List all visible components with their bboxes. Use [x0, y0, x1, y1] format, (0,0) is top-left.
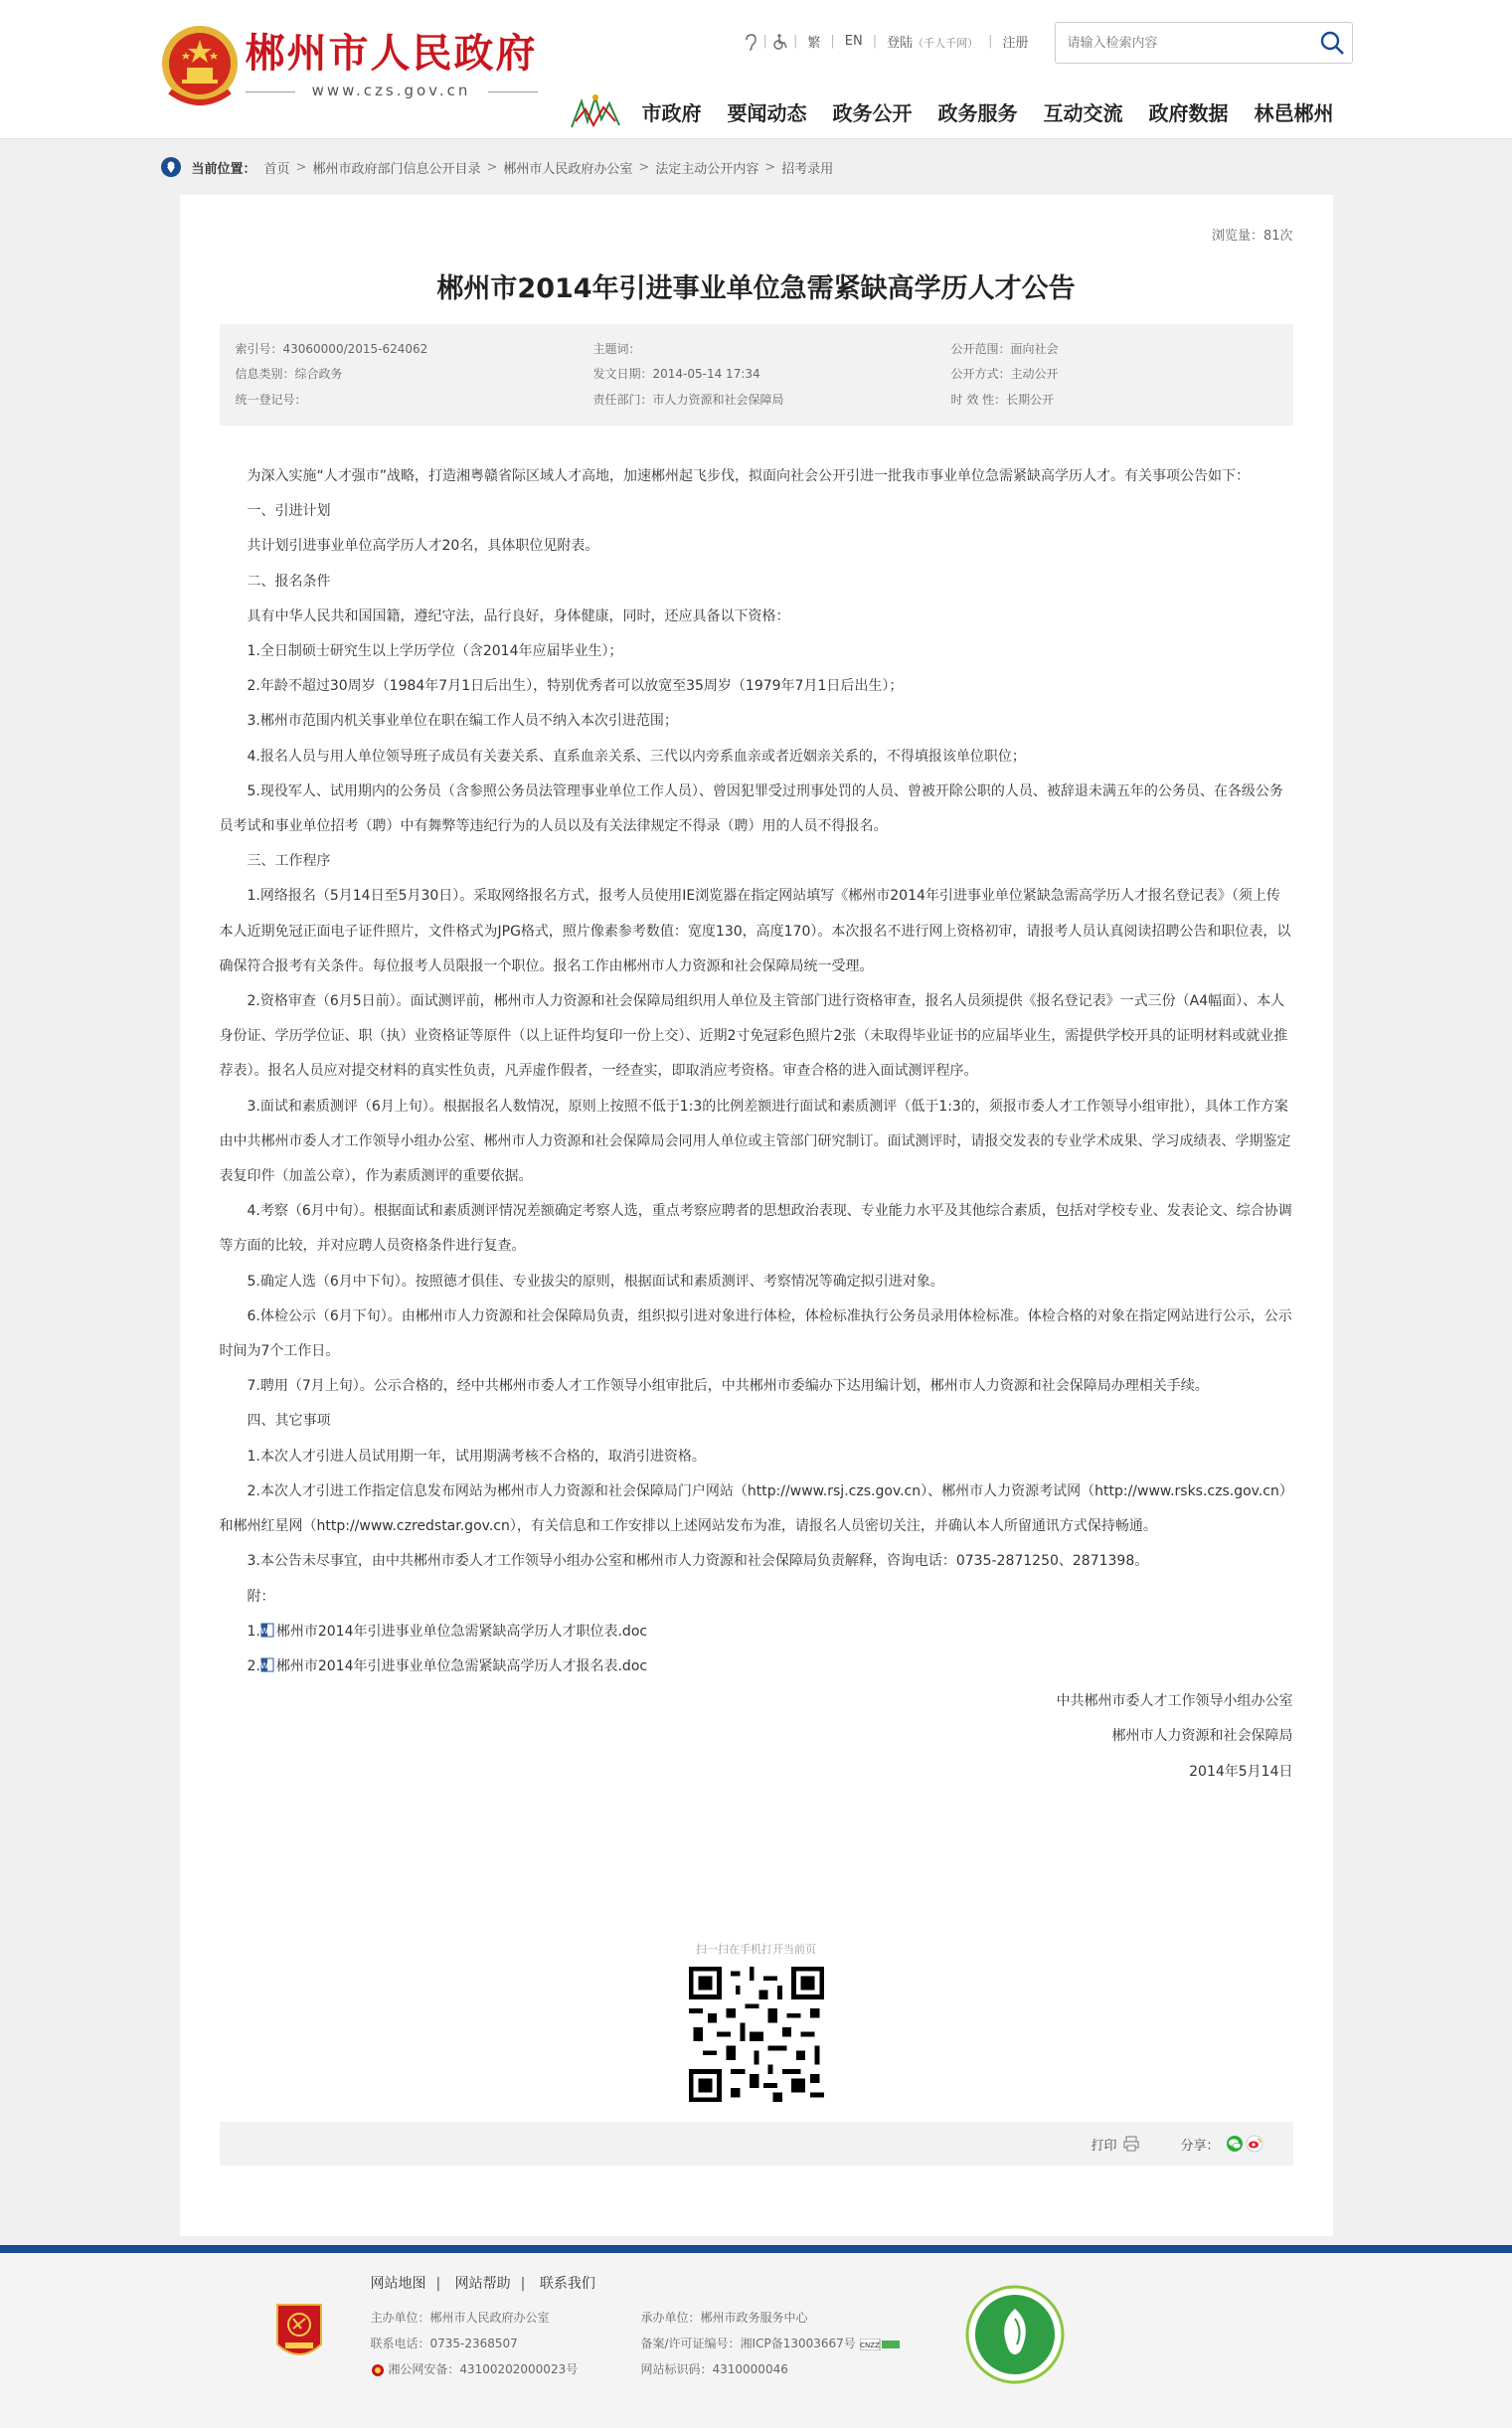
party-government-badge-icon[interactable] — [273, 2299, 325, 2366]
word-doc-icon — [260, 1657, 274, 1672]
qr-label: 扫一扫在手机打开当前页 — [696, 1943, 816, 1956]
footer-icp-row — [641, 2335, 939, 2350]
footer-links — [371, 2273, 605, 2293]
section-heading: 三、工作程序 — [247, 853, 331, 870]
nav-news[interactable]: 要闻动态 — [727, 100, 807, 125]
print-label: 打印 — [1091, 2138, 1117, 2154]
print-button[interactable] — [1091, 2135, 1140, 2154]
paragraph: 3.郴州市范围内机关事业单位在职在编工作人员不纳入本次引进范围； — [247, 713, 678, 730]
article-title: 郴州市2014年引进事业单位急需紧缺高学历人才公告 — [436, 273, 1076, 304]
article-body — [220, 459, 1293, 1790]
police-badge-icon — [371, 2363, 385, 2377]
qr-section — [180, 1941, 1333, 2106]
accessibility-ear-icon[interactable] — [742, 33, 759, 51]
footer-link-contact[interactable]: 联系我们 — [539, 2276, 595, 2292]
view-count: 浏览量：81次 — [1211, 229, 1293, 244]
section-heading: 二、报名条件 — [247, 573, 331, 590]
paragraph: 共计划引进事业单位高学历人才20名，具体职位见附表。 — [247, 538, 599, 555]
attachment-item[interactable] — [220, 1615, 1293, 1649]
attachment-item[interactable] — [220, 1649, 1293, 1684]
paragraph: 2.年龄不超过30周岁（1984年7月1日后出生），特别优秀者可以放宽至35周岁（1979年7月1日后出生）； — [247, 678, 904, 695]
meta-scope: 公开范围：面向社会 — [950, 342, 1059, 356]
search-icon — [1319, 30, 1345, 56]
footer-organizer: 承办单位：郴州市政务服务中心 — [640, 2311, 808, 2325]
nav-city-government[interactable]: 市政府 — [641, 100, 702, 125]
breadcrumb — [160, 139, 1353, 195]
section-heading: 一、引进计划 — [247, 503, 331, 520]
breadcrumb-home[interactable]: 首页 — [263, 161, 290, 177]
signature-line: 郴州市人力资源和社会保障局 — [1111, 1728, 1293, 1745]
qr-code-icon — [689, 1967, 824, 2102]
signature-line: 中共郴州市委人才工作领导小组办公室 — [1056, 1693, 1293, 1710]
footer-link-separator: | — [520, 2276, 526, 2292]
footer-link-help[interactable]: 网站帮助 — [454, 2276, 511, 2292]
meta-dept: 责任部门：市人力资源和社会保障局 — [592, 392, 784, 407]
footer-site-id: 网站标识码：4310000046 — [640, 2362, 788, 2376]
accessibility-wheelchair-icon[interactable] — [771, 33, 789, 51]
nav-interaction[interactable]: 互动交流 — [1043, 100, 1123, 125]
top-links: | | 繁 | EN | 登陆（千人千网） | 注册 — [742, 32, 1035, 51]
svg-text:CNZZ: CNZZ — [859, 2341, 880, 2349]
share-bar — [220, 2122, 1293, 2166]
paragraph: 3.本公告未尽事宜，由中共郴州市委人才工作领导小组办公室和郴州市人力资源和社会保障局负责解释，咨询电话：0735-2871250、2871398。 — [247, 1553, 1149, 1570]
svg-text:W: W — [259, 1626, 268, 1636]
meta-validity: 时 效 性：长期公开 — [950, 392, 1055, 407]
attachment-link[interactable]: 郴州市2014年引进事业单位急需紧缺高学历人才职位表.doc — [275, 1623, 648, 1640]
english-link[interactable]: EN — [844, 34, 863, 49]
footer-police[interactable]: 湘公网安备：43100202000023号 — [388, 2362, 579, 2376]
location-pin-icon — [160, 156, 182, 178]
site-title: 郴州市人民政府 — [245, 30, 538, 77]
paragraph: 6.体检公示（6月下旬）。由郴州市人力资源和社会保障局负责，组织拟引进对象进行体检，体检标准执行公务员录用体检标准。体检合格的对象在指定网站进行公示，公示时间为7个工作日。 — [219, 1307, 1292, 1360]
paragraph-intro: 为深入实施“人才强市”战略，打造湘粤赣省际区域人才高地，加速郴州起飞步伐，拟面向社会公开引进一批我市事业单位急需紧缺高学历人才。有关事项公告如下： — [247, 468, 1251, 484]
paragraph: 1.全日制硕士研究生以上学历学位（含2014年应届毕业生）； — [247, 643, 623, 660]
paragraph: 4.考察（6月中旬）。根据面试和素质测评情况差额确定考察人选，重点考察应聘者的思想政治表现、专业能力水平及其他综合素质，包括对学校专业、发表论文、综合协调等方面的比较，并对应聘人员资格条件进行复查。 — [219, 1203, 1292, 1255]
breadcrumb-office[interactable]: 郴州市人民政府办公室 — [503, 161, 633, 177]
footer-info — [371, 2309, 939, 2376]
share-group — [1180, 2135, 1262, 2154]
attachment-number: 2. — [247, 1657, 260, 1674]
paragraph: 7.聘用（7月上旬）。公示合格的，经中共郴州市委人才工作领导小组审批后，中共郴州市委编办下达用编计划，郴州市人力资源和社会保障局办理相关手续。 — [247, 1378, 1209, 1395]
login-note: （千人千网） — [913, 37, 979, 50]
breadcrumb-label: 当前位置： — [191, 161, 256, 177]
nav-government-affairs-disclosure[interactable]: 政务公开 — [832, 100, 913, 125]
share-label: 分享： — [1180, 2138, 1220, 2154]
breadcrumb-recruitment[interactable]: 招考录用 — [781, 161, 834, 177]
search-box — [1055, 22, 1353, 64]
paragraph: 1.网络报名（5月14日至5月30日）。采取网络报名方式，报考人员使用IE浏览器在指定网站填写《郴州市2014年引进事业单位紧缺急需高学历人才报名登记表》（须上传本人近期免冠正面电子证件照片，文件格式为JPG格式，照片像素参考数值：宽度130，高度170）。本次报名不进行网上资格初审，请报考人员认真阅读招聘公告和职位表，以确保符合报考有关条件。每位报考人员限报一个职位。报名工作由郴州市人力资源和社会保障局统一受理。 — [219, 888, 1291, 974]
breadcrumb-statutory[interactable]: 法定主动公开内容 — [655, 161, 759, 177]
printer-icon — [1122, 2135, 1140, 2153]
breadcrumb-catalog[interactable]: 郴州市政府部门信息公开目录 — [312, 161, 481, 177]
attachment-link[interactable]: 郴州市2014年引进事业单位急需紧缺高学历人才报名表.doc — [275, 1657, 648, 1674]
traditional-chinese-link[interactable]: 繁 — [807, 36, 821, 51]
meta-category: 信息类别：综合政务 — [235, 367, 343, 382]
footer-icp[interactable]: 备案/许可证编号：湘ICP备13003667号 — [640, 2337, 856, 2350]
meta-subject: 主题词： — [592, 342, 641, 356]
svg-text:W: W — [259, 1660, 268, 1670]
site-logo[interactable] — [160, 22, 538, 107]
paragraph: 5.确定人选（6月中下旬）。按照德才俱佳、专业拔尖的原则，根据面试和素质测评、考察情况等确定拟引进对象。 — [247, 1273, 944, 1290]
paragraph: 2.本次人才引进工作指定信息发布网站为郴州市人力资源和社会保障局门户网站（http://www.rsj.czs.gov.cn）、郴州市人力资源考试网（http://www.rsks.czs.gov.cn）和郴州红星网（http://www.czredstar.gov.cn），有关信息和工作安排以上述网站发布为准，请报名人员密切关注，并确认本人所留通讯方式保持畅通。 — [219, 1482, 1286, 1535]
national-emblem-icon — [160, 22, 240, 107]
attachments-label: 附： — [247, 1588, 275, 1605]
site-header — [0, 0, 1512, 139]
nav-decoration-icon — [568, 91, 623, 131]
login-link[interactable] — [887, 32, 978, 51]
paragraph: 4.报名人员与用人单位领导班子成员有关妻关系、直系血亲关系、三代以内旁系血亲或者近姻亲关系的，不得填报该单位职位； — [247, 748, 1026, 765]
site-url: www.czs.gov.cn — [246, 82, 538, 99]
breadcrumb-separator: > — [486, 159, 498, 175]
footer-link-separator: | — [435, 2276, 441, 2292]
nav-government-data[interactable]: 政府数据 — [1148, 100, 1229, 125]
site-footer — [0, 2245, 1512, 2428]
nav-linyi-chenzhou[interactable]: 林邑郴州 — [1254, 100, 1334, 125]
civilization-badge-icon[interactable] — [965, 2285, 1065, 2384]
search-button[interactable] — [1312, 24, 1352, 62]
paragraph: 5.现役军人、试用期内的公务员（含参照公务员法管理事业单位工作人员）、曾因犯罪受过刑事处罚的人员、曾被开除公职的人员、被辞退未满五年的公务员、在各级公务员考试和事业单位招考（聘）中有舞弊等违纪行为的人员以及有关法律规定不得录（聘）用的人员不得报名。 — [219, 782, 1283, 835]
meta-method: 公开方式：主动公开 — [950, 367, 1059, 382]
footer-police-row — [371, 2360, 641, 2376]
weibo-icon[interactable] — [1246, 2135, 1263, 2153]
cnzz-badge-icon[interactable] — [860, 2339, 902, 2350]
attachment-number: 1. — [247, 1623, 260, 1640]
paragraph: 具有中华人民共和国国籍，遵纪守法，品行良好，身体健康，同时，还应具备以下资格： — [247, 607, 790, 624]
paragraph: 1.本次人才引进人员试用期一年，试用期满考核不合格的，取消引进资格。 — [247, 1448, 706, 1465]
article-container — [180, 195, 1333, 2236]
footer-phone: 联系电话：0735-2368507 — [370, 2337, 518, 2350]
footer-sponsor: 主办单位：郴州市人民政府办公室 — [370, 2311, 550, 2325]
signature-date: 2014年5月14日 — [1189, 1763, 1293, 1780]
nav-government-services[interactable]: 政务服务 — [937, 100, 1018, 125]
login-label: 登陆 — [887, 36, 914, 51]
wechat-icon[interactable] — [1226, 2135, 1244, 2153]
footer-link-sitemap[interactable]: 网站地图 — [370, 2276, 426, 2292]
main-nav — [568, 91, 1347, 131]
article-meta — [220, 324, 1293, 426]
breadcrumb-separator: > — [764, 159, 776, 175]
paragraph: 3.面试和素质测评（6月上旬）。根据报名人数情况，原则上按照不低于1:3的比例差额进行面试和素质测评（低于1:3的，须报市委人才工作领导小组审批），具体工作方案由中共郴州市委人才工作领导小组办公室、郴州市人力资源和社会保障局会同用人单位或主管部门研究制订。面试测评时，请报交发表的专业学术成果、学习成绩表、学期鉴定表复印件（加盖公章），作为素质测评的重要依据。 — [219, 1098, 1291, 1185]
word-doc-icon — [260, 1623, 274, 1638]
paragraph: 2.资格审查（6月5日前）。面试测评前，郴州市人力资源和社会保障局组织用人单位及主管部门进行资格审查，报名人员须提供《报名登记表》一式三份（A4幅面）、本人身份证、学历学位证、职（执）业资格证等原件（以上证件均复印一份上交）、近期2寸免冠彩色照片2张（未取得毕业证书的应届毕业生，需提供学校开具的证明材料或就业推荐表）。报名人员应对提交材料的真实性负责，凡弄虚作假者，一经查实，即取消应考资格。审查合格的进入面试测评程序。 — [219, 993, 1288, 1080]
meta-index-no: 索引号：43060000/2015-624062 — [235, 342, 428, 356]
register-link[interactable]: 注册 — [1002, 36, 1029, 51]
search-input[interactable] — [1056, 24, 1312, 62]
meta-date: 发文日期：2014-05-14 17:34 — [592, 367, 760, 382]
breadcrumb-separator: > — [638, 159, 650, 175]
meta-reg-no: 统一登记号： — [235, 392, 307, 407]
breadcrumb-separator: > — [295, 159, 307, 175]
section-heading: 四、其它事项 — [247, 1413, 331, 1430]
